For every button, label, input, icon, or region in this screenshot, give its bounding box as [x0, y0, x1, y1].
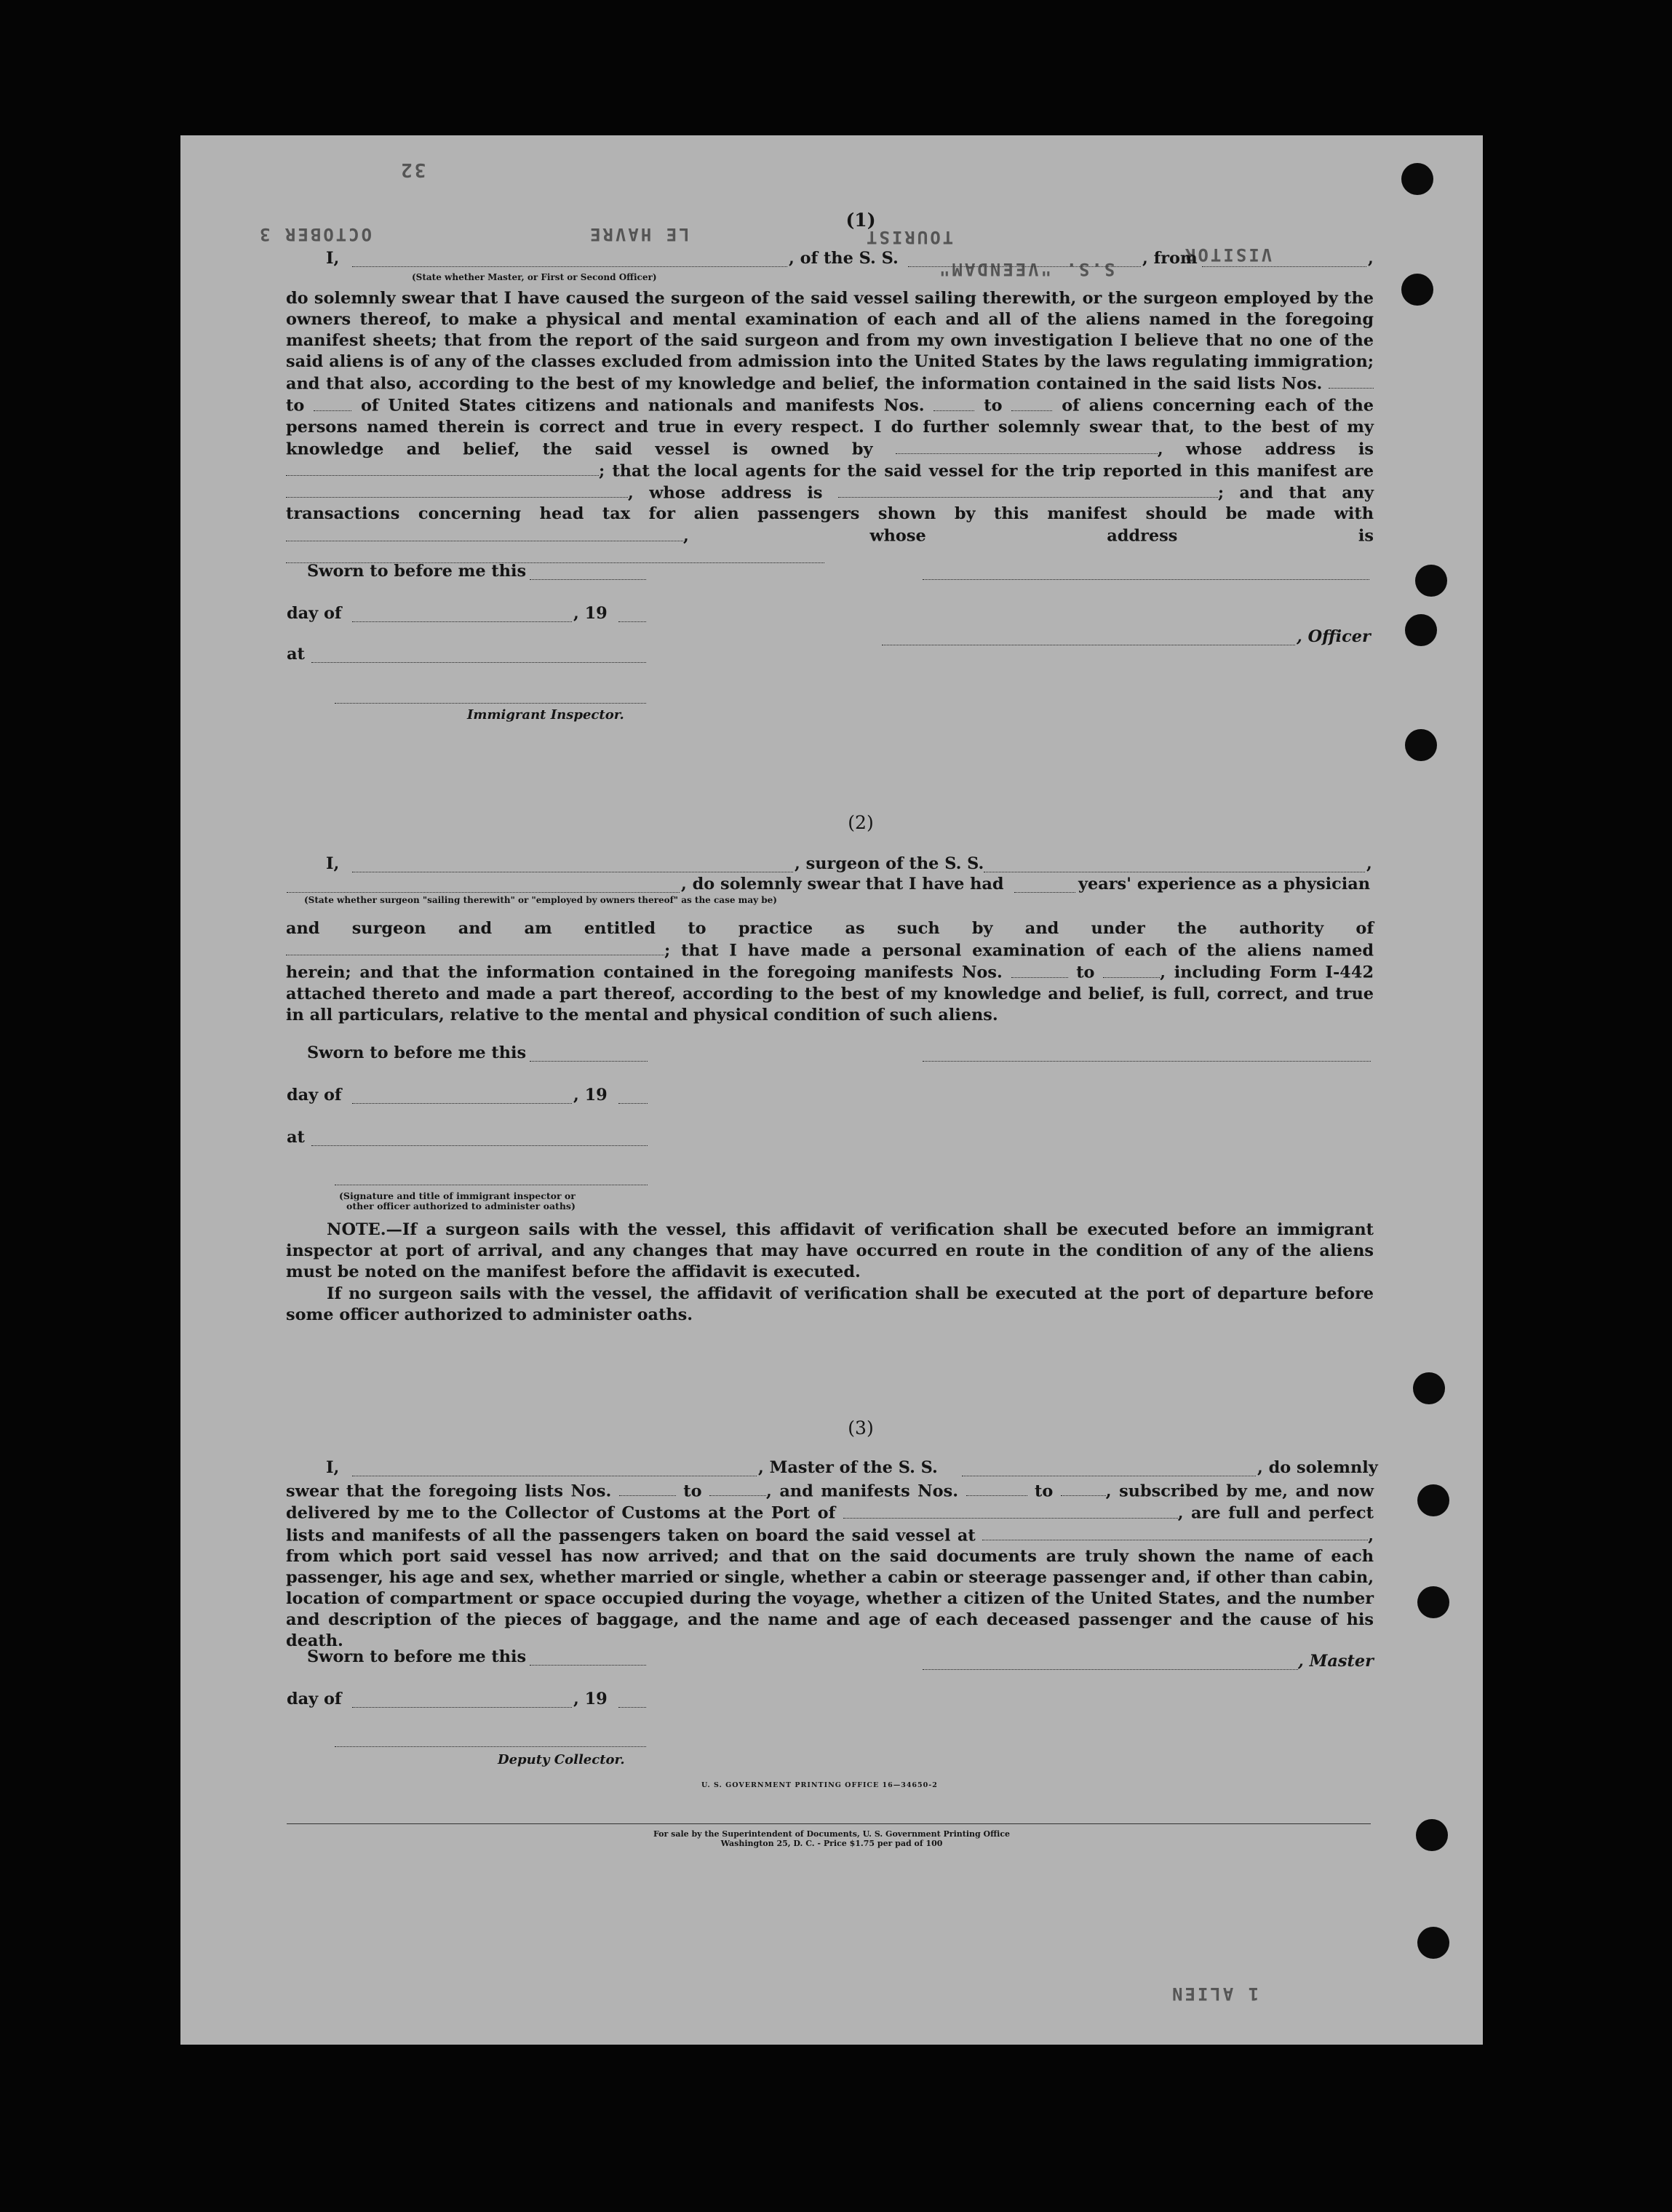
s1-owner[interactable]	[896, 438, 1158, 454]
s1-inspector-line[interactable]	[335, 703, 646, 704]
s3-master-sign-line[interactable]	[923, 1669, 1298, 1670]
s1-day-line[interactable]	[352, 621, 572, 622]
section-number: (1)	[845, 210, 876, 231]
s2-manifests-to[interactable]	[1103, 961, 1160, 977]
s3-sworn: Sworn to before me this	[307, 1647, 527, 1666]
s3-boarded-at[interactable]	[982, 1524, 1368, 1540]
s1-inspector-label: Immigrant Inspector.	[467, 707, 624, 723]
bleed-through-text: 32	[399, 159, 426, 180]
s2-state-line[interactable]	[287, 892, 680, 893]
s3-i: I,	[326, 1458, 340, 1477]
s3-manifests-from[interactable]	[966, 1480, 1027, 1496]
s2-sig-note-2: other officer authorized to administer oaths)	[346, 1201, 576, 1212]
gpo-imprint: U. S. GOVERNMENT PRINTING OFFICE 16—34650-2	[701, 1781, 938, 1789]
s1-day-of: day of	[287, 604, 342, 623]
s1-name-line[interactable]	[352, 266, 787, 267]
form-page	[180, 135, 1483, 2045]
punch-hole	[1405, 614, 1437, 646]
punch-hole	[1405, 729, 1437, 761]
punch-hole	[1417, 1484, 1449, 1516]
punch-hole	[1417, 1927, 1449, 1959]
s2-note: NOTE.—If a surgeon sails with the vessel, this affidavit of verification shall be executed before an immigrant inspector at port of arrival, and any changes that may have occurred en route in the condition of any of the aliens must be noted on the manifest before the affidavit is executed.	[286, 1220, 1374, 1281]
s2-note-2: If no surgeon sails with the vessel, the affidavit of verification shall be executed at the port of departure before some officer authorized to administer oaths.	[286, 1284, 1374, 1324]
footer-line-2: Washington 25, D. C. - Price $1.75 per pad of 100	[720, 1839, 943, 1848]
s2-year: , 19	[573, 1086, 608, 1105]
s2-authority[interactable]	[286, 939, 664, 955]
bleed-through-text: S.S. "VEENDAM"	[937, 259, 1115, 279]
s3-sworn-line[interactable]	[530, 1665, 646, 1666]
s3-deputy-line[interactable]	[335, 1746, 646, 1747]
bleed-through-text: OCTOBER 3	[258, 224, 373, 244]
s2-i: I,	[326, 854, 340, 873]
s2-day-line[interactable]	[352, 1103, 572, 1104]
s3-deputy-label: Deputy Collector.	[498, 1752, 625, 1767]
s3-day-line[interactable]	[352, 1707, 572, 1708]
s2-years: years' experience as a physician	[1078, 875, 1371, 894]
s2-paragraph: and surgeon and am entitled to practice as such by and under the authority of ; that I have made a personal examination of each of the aliens named herein; and that the information contained in the foregoing manifests Nos. to , including Form I-442 attached thereto and made a part thereof, according to the best of my knowledge and belief, is full, correct, and true in all particulars, relative to the mental and physical condition of such aliens.	[286, 919, 1374, 1025]
s3-do-solemnly: , do solemnly	[1257, 1458, 1378, 1477]
s3-lists-to[interactable]	[709, 1480, 766, 1496]
s3-day-of: day of	[287, 1690, 342, 1708]
s2-state-note: (State whether surgeon "sailing therewith" or "employed by owners thereof" as the case may be)	[304, 895, 777, 905]
s2-manifests-from[interactable]	[1011, 961, 1068, 977]
s3-master-of: , Master of the S. S.	[758, 1458, 938, 1477]
s1-agents[interactable]	[286, 482, 628, 498]
s1-head-tax[interactable]	[286, 525, 683, 541]
punch-hole	[1401, 274, 1433, 306]
s1-year: , 19	[573, 604, 608, 623]
s1-officer-label: , Officer	[1297, 627, 1371, 646]
s3-master-label: , Master	[1298, 1652, 1374, 1671]
s2-sworn: Sworn to before me this	[307, 1043, 527, 1062]
s1-agents-address[interactable]	[838, 482, 1218, 498]
punch-hole	[1417, 1586, 1449, 1618]
bleed-through-text: 1 ALIEN	[1170, 1984, 1259, 2004]
note-label: NOTE.	[327, 1220, 386, 1239]
s2-sig-note-1: (Signature and title of immigrant inspector or	[339, 1190, 576, 1201]
s3-year-line[interactable]	[618, 1707, 646, 1708]
s2-surgeon: , surgeon of the S. S.	[795, 854, 984, 873]
s3-manifests-to[interactable]	[1061, 1480, 1106, 1496]
s3-lists-from[interactable]	[619, 1480, 676, 1496]
s1-ss-line[interactable]	[908, 266, 1141, 267]
s1-manifests-to[interactable]	[1011, 394, 1052, 410]
footer-rule	[287, 1823, 1371, 1824]
s2-sign-line[interactable]	[923, 1061, 1371, 1062]
s1-line1-end: ,	[1368, 249, 1374, 268]
s1-owner-address[interactable]	[286, 460, 599, 476]
s3-port[interactable]	[843, 1502, 1178, 1518]
section-number: (2)	[848, 812, 874, 833]
footer-line-1: For sale by the Superintendent of Documents, U. S. Government Printing Office	[653, 1829, 1011, 1839]
bleed-through-text: LE HAVRE	[588, 224, 690, 244]
punch-hole	[1415, 565, 1447, 597]
s1-sworn-line[interactable]	[530, 579, 646, 580]
section-number: (3)	[848, 1417, 874, 1439]
s1-sworn: Sworn to before me this	[307, 562, 527, 581]
punch-hole	[1413, 1372, 1445, 1404]
s1-from-line[interactable]	[1202, 266, 1366, 267]
s1-line1: I,	[326, 249, 340, 268]
s2-at: at	[287, 1128, 305, 1147]
s2-end: ,	[1366, 854, 1372, 873]
s3-paragraph: swear that the foregoing lists Nos. to , and manifests Nos. to , subscribed by me, and now delivered by me to the Collector of Customs at the Port of , are full and perfect lists and manifests of all the passengers taken on board the said vessel at , from which port said vessel has now arrived; and that on the said documents are truly shown the name of each passenger, his age and sex, whether married or single, whether a cabin or steerage passenger and, if other than cabin, location of compartment or space occupied during the voyage, whether a citizen of the United States, and the number and description of the pieces of baggage, and the name and age of each deceased passenger and the cause of his death.	[286, 1480, 1374, 1652]
s1-officer-sign-line[interactable]	[923, 579, 1369, 580]
s1-year-line[interactable]	[618, 621, 646, 622]
s1-at: at	[287, 645, 305, 664]
s1-state-note: (State whether Master, or First or Second Officer)	[412, 272, 657, 282]
s1-at-line[interactable]	[311, 662, 646, 663]
punch-hole	[1401, 163, 1433, 195]
s2-at-line[interactable]	[311, 1145, 648, 1146]
bleed-through-text: TOURIST	[864, 227, 954, 247]
s2-do-swear: , do solemnly swear that I have had	[681, 875, 1004, 894]
s1-lists-from[interactable]	[1329, 373, 1374, 389]
s1-manifests-from[interactable]	[933, 394, 974, 410]
s1-paragraph: do solemnly swear that I have caused the surgeon of the said vessel sailing therewith, or the surgeon employed by the owners thereof, to make a physical and mental examination of each and all of the aliens named in the foregoing manifest sheets; that from the report of the said surgeon and from my own investigation I believe that no one of the said aliens is of any of the classes excluded from admission into the United States by the laws regulating immigration; and that also, according to the best of my knowledge and belief, the information contained in the said lists Nos. to of United States citizens and nationals and manifests Nos. to of aliens concerning each of the persons named therein is correct and true in every respect. I do further solemnly swear that, to the best of my knowledge and belief, the said vessel is owned by , whose address is ; that the local agents for the said vessel for the trip reported in this manifest are , whose address is ; and that any transactions concerning head tax for alien passengers shown by this manifest should be made with , whose address is	[286, 288, 1374, 569]
s2-sworn-line[interactable]	[530, 1061, 648, 1062]
s1-from: , from	[1142, 249, 1198, 268]
s1-head-tax-address[interactable]	[286, 547, 824, 563]
s3-year: , 19	[573, 1690, 608, 1708]
s1-lists-to[interactable]	[314, 394, 351, 410]
bleed-through-text: VISITOR	[1183, 244, 1273, 265]
s2-year-line[interactable]	[618, 1103, 648, 1104]
s2-years-line[interactable]	[1014, 892, 1075, 893]
s1-of-ss: , of the S. S.	[789, 249, 899, 268]
s2-day-of: day of	[287, 1086, 342, 1105]
